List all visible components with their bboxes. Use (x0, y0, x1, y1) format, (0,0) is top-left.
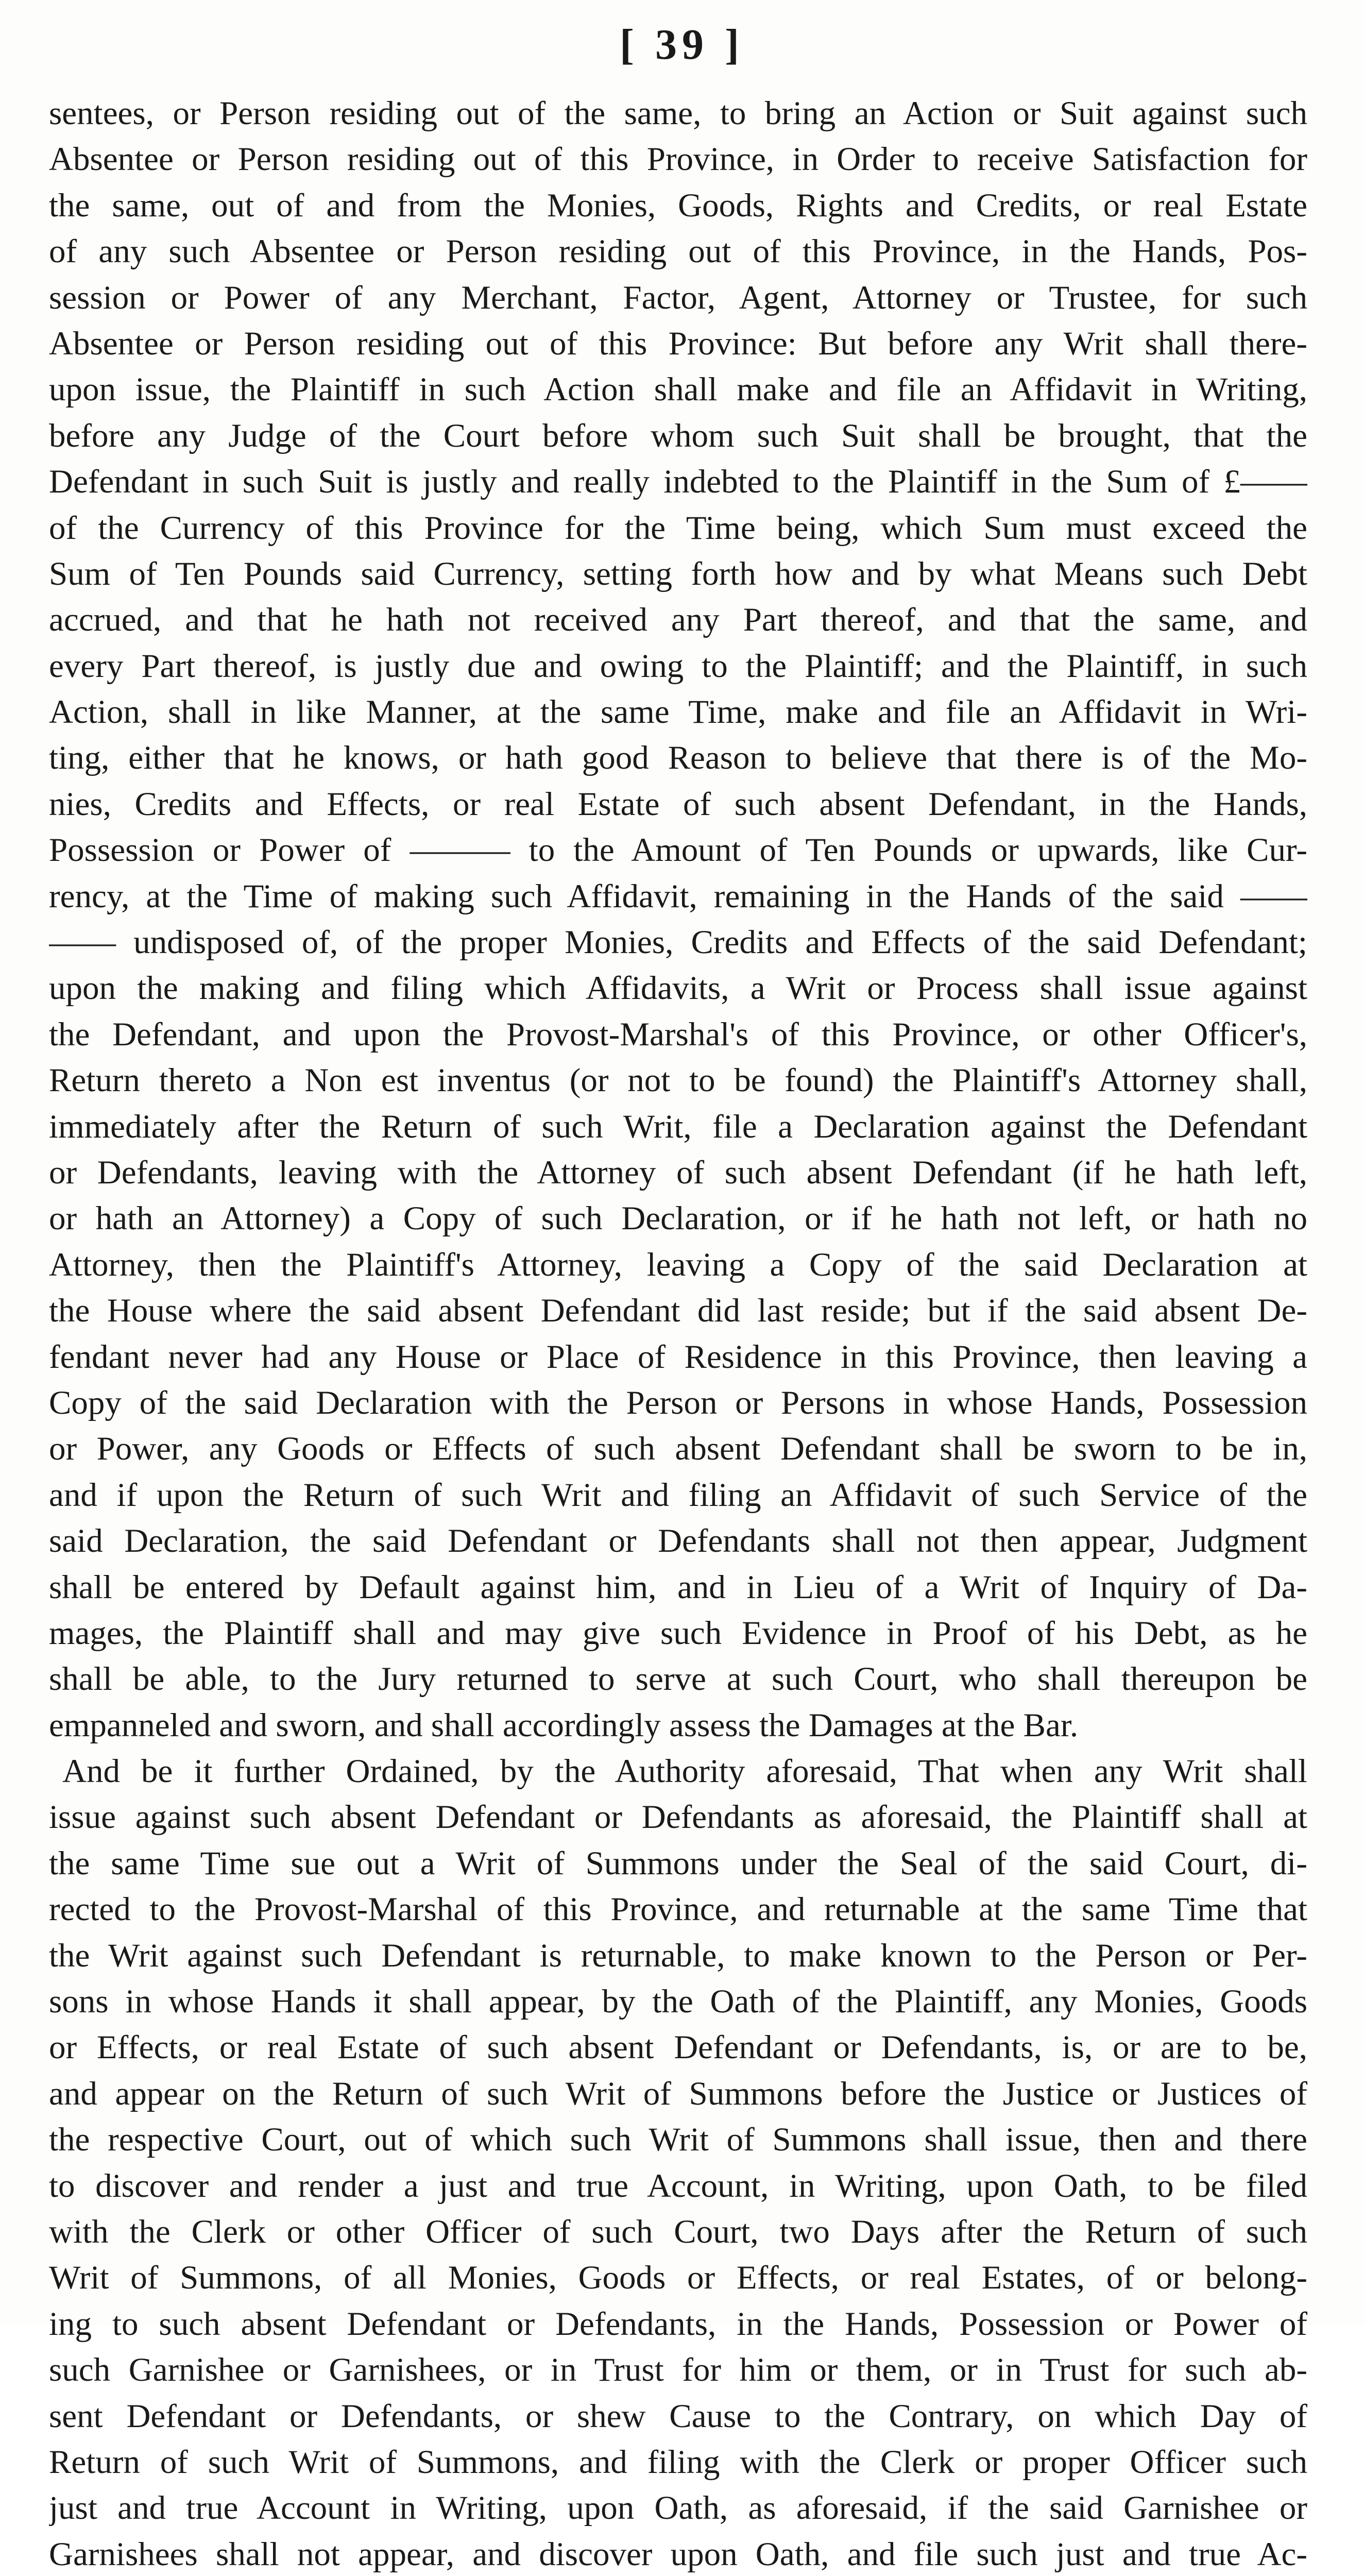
text-line: Copy of the said Declaration with the Person or Persons in whose Hands, Possession (49, 1384, 1307, 1421)
text-line: —— undisposed of, of the proper Monies, Credits and Effects of the said Defendant; (49, 924, 1307, 961)
text-line: Absentee or Person residing out of this Province, in Order to receive Satisfaction for (49, 141, 1307, 178)
text-line: the respective Court, out of which such Writ of Summons shall issue, then and there (49, 2121, 1307, 2159)
text-line: to discover and render a just and true Account, in Writing, upon Oath, to be filed (49, 2167, 1307, 2205)
text-line: Defendant in such Suit is justly and really indebted to the Plaintiff in the Sum of £—— (49, 463, 1307, 501)
text-line: or Defendants, leaving with the Attorney of such absent Defendant (if he hath left, (49, 1154, 1307, 1191)
text-line: Attorney, then the Plaintiff's Attorney, leaving a Copy of the said Declaration at (49, 1246, 1307, 1283)
text-line: with the Clerk or other Officer of such Court, two Days after the Return of such (49, 2213, 1307, 2250)
text-line: ting, either that he knows, or hath good Reason to believe that there is of the Mo- (49, 739, 1307, 777)
text-line: or Effects, or real Estate of such absent Defendant or Defendants, is, or are to be, (49, 2029, 1307, 2066)
text-line: session or Power of any Merchant, Factor, Agent, Attorney or Trustee, for such (49, 279, 1307, 316)
text-line: or hath an Attorney) a Copy of such Declaration, or if he hath not left, or hath no (49, 1200, 1307, 1238)
text-line: said Declaration, the said Defendant or Defendants shall not then appear, Judgment (49, 1522, 1307, 1560)
text-line: and appear on the Return of such Writ of Summons before the Justice or Justices of (49, 2075, 1307, 2112)
text-line: Possession or Power of ——— to the Amount of Ten Pounds or upwards, like Cur- (49, 832, 1307, 869)
text-line: just and true Account in Writing, upon Oath, as aforesaid, if the said Garnishee or (49, 2489, 1307, 2527)
text-line: every Part thereof, is justly due and owing to the Plaintiff; and the Plaintiff, in such (49, 647, 1307, 685)
text-line: Absentee or Person residing out of this Province: But before any Writ shall there- (49, 325, 1307, 362)
text-line: the House where the said absent Defendant did last reside; but if the said absent De- (49, 1292, 1307, 1330)
text-line: the same, out of and from the Monies, Goods, Rights and Credits, or real Estate (49, 187, 1307, 224)
text-line: the Defendant, and upon the Provost-Marshal's of this Province, or other Officer's, (49, 1015, 1307, 1053)
text-line: Return thereto a Non est inventus (or not to be found) the Plaintiff's Attorney shall, (49, 1062, 1307, 1099)
text-line: rency, at the Time of making such Affidavit, remaining in the Hands of the said —— (49, 877, 1307, 915)
text-line: and if upon the Return of such Writ and filing an Affidavit of such Service of the (49, 1476, 1307, 1514)
text-line: of the Currency of this Province for the Time being, which Sum must exceed the (49, 509, 1307, 547)
text-line: fendant never had any House or Place of Residence in this Province, then leaving a (49, 1338, 1307, 1376)
text-line: upon issue, the Plaintiff in such Action shall make and file an Affidavit in Writing, (49, 371, 1307, 409)
text-line: upon the making and filing which Affidavits, a Writ or Process shall issue against (49, 970, 1307, 1007)
text-line: nies, Credits and Effects, or real Estate of such absent Defendant, in the Hands, (49, 785, 1307, 823)
text-line: issue against such absent Defendant or Defendants as aforesaid, the Plaintiff shall at (49, 1799, 1307, 1836)
text-line: shall be able, to the Jury returned to serve at such Court, who shall thereupon be (49, 1660, 1307, 1698)
text-line: immediately after the Return of such Writ, file a Declaration against the Defendant (49, 1108, 1307, 1145)
text-line: Return of such Writ of Summons, and filing with the Clerk or proper Officer such (49, 2443, 1307, 2481)
text-line: Garnishees shall not appear, and discover upon Oath, and file such just and true Ac- (49, 2535, 1307, 2573)
text-line: sentees, or Person residing out of the same, to bring an Action or Suit against such (49, 95, 1307, 132)
text-line: accrued, and that he hath not received any Part thereof, and that the same, and (49, 601, 1307, 639)
text-line: such Garnishee or Garnishees, or in Trust for him or them, or in Trust for such ab- (49, 2351, 1307, 2389)
text-line: rected to the Provost-Marshal of this Province, and returnable at the same Time that (49, 1891, 1307, 1928)
text-line: the Writ against such Defendant is returnable, to make known to the Person or Per- (49, 1937, 1307, 1974)
text-line: And be it further Ordained, by the Authority aforesaid, That when any Writ shall (62, 1753, 1307, 1790)
text-line: Writ of Summons, of all Monies, Goods or Effects, or real Estates, of or belong- (49, 2259, 1307, 2297)
text-line: sons in whose Hands it shall appear, by the Oath of the Plaintiff, any Monies, Goods (49, 1983, 1307, 2021)
text-line: ing to such absent Defendant or Defendants, in the Hands, Possession or Power of (49, 2305, 1307, 2343)
text-line: of any such Absentee or Person residing out of this Province, in the Hands, Pos- (49, 233, 1307, 270)
text-line: Sum of Ten Pounds said Currency, setting forth how and by what Means such Debt (49, 555, 1307, 592)
text-line: the same Time sue out a Writ of Summons under the Seal of the said Court, di- (49, 1844, 1307, 1882)
page-number: [ 39 ] (620, 21, 744, 69)
text-line: shall be entered by Default against him, and in Lieu of a Writ of Inquiry of Da- (49, 1568, 1307, 1606)
text-line: mages, the Plaintiff shall and may give such Evidence in Proof of his Debt, as he (49, 1614, 1307, 1652)
text-line: sent Defendant or Defendants, or shew Cause to the Contrary, on which Day of (49, 2397, 1307, 2435)
text-line: before any Judge of the Court before whom such Suit shall be brought, that the (49, 417, 1307, 454)
text-line: Action, shall in like Manner, at the same Time, make and file an Affidavit in Wri- (49, 693, 1307, 731)
text-line: empanneled and sworn, and shall accordingly assess the Damages at the Bar. (49, 1706, 1079, 1744)
body-text (49, 91, 1307, 2576)
text-line: or Power, any Goods or Effects of such absent Defendant shall be sworn to be in, (49, 1430, 1307, 1468)
